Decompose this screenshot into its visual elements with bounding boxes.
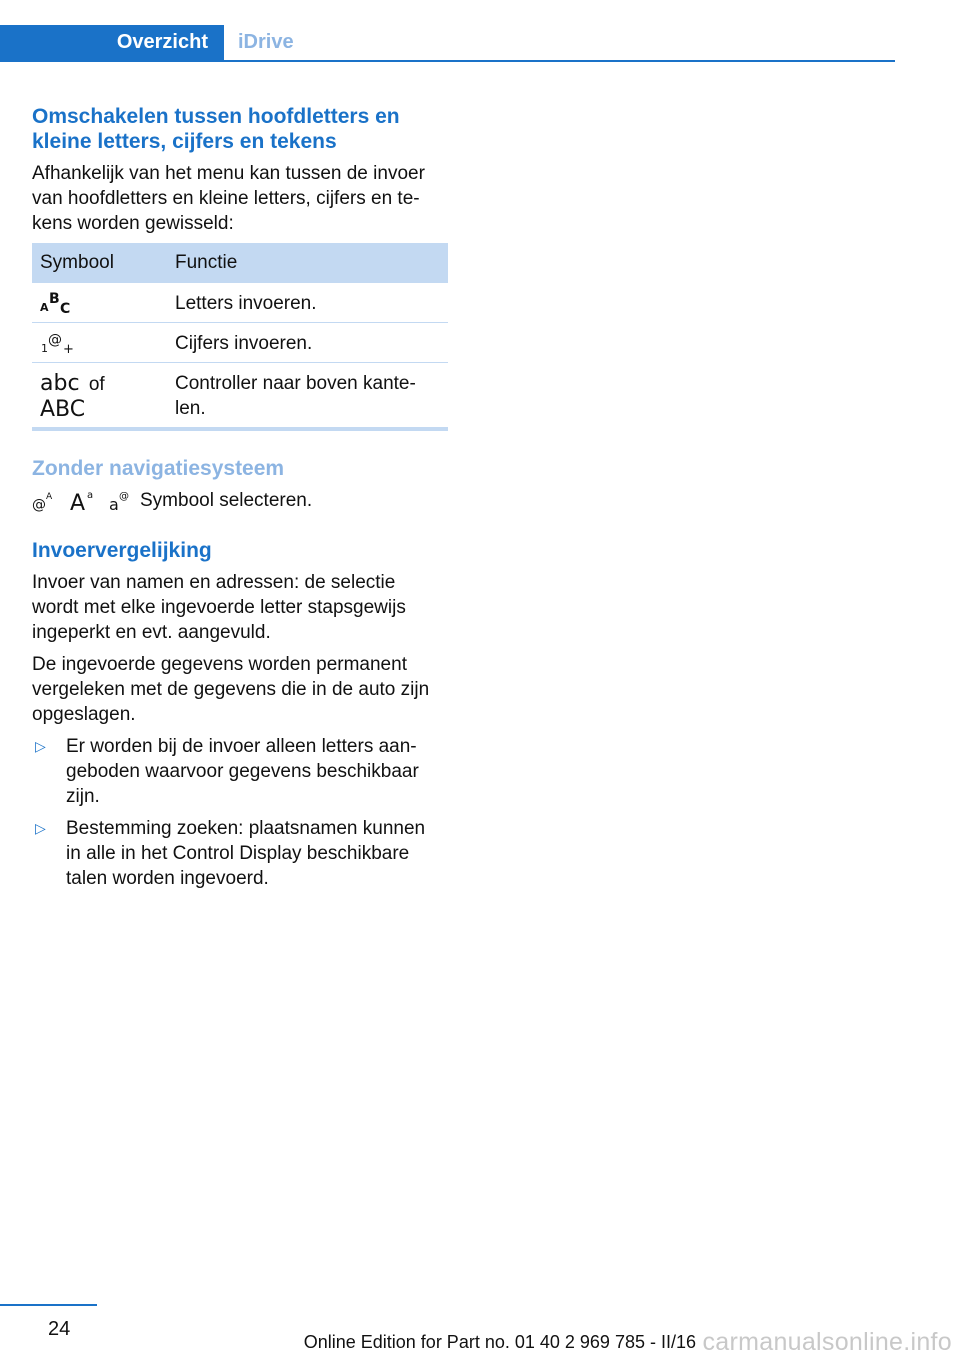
paragraph: De ingevoerde gegevens worden permanent vergeleken met de gegevens die in de auto zijn opgeslagen.: [32, 654, 430, 725]
list-item: ▷ Bestemming zoeken: plaatsnamen kunnen in alle in het Control Display beschikbare talen worden ingevoerd.: [35, 818, 426, 889]
section-input-matching: [32, 538, 448, 898]
header-symbool: Symbool: [40, 252, 114, 273]
symbol-function-table: [32, 243, 448, 431]
function-controller: Controller naar boven kante- len.: [175, 373, 416, 419]
svg-text:C: C: [60, 301, 71, 315]
watermark: carmanualsonline.info: [702, 1328, 952, 1356]
numbers-at-plus-icon: [40, 331, 74, 355]
edition-info: Online Edition for Part no. 01 40 2 969 785 - II/16: [303, 1332, 696, 1352]
symbol-of-label: of: [88, 374, 105, 395]
table-row: [32, 283, 448, 323]
svg-text:+: +: [63, 342, 74, 355]
section-intro: Afhankelijk van het menu kan tussen de invoer van hoofdletters en kleine letters, cijfers en te- kens worden gewisseld:: [32, 163, 425, 234]
case-toggle-symbol: [32, 371, 167, 423]
letters-symbol-icon: [32, 291, 167, 322]
svg-text:B: B: [49, 291, 60, 307]
section-title: Invoervergelijking: [32, 539, 212, 562]
uppercase-lowercase-icon: [70, 488, 100, 514]
function-letters: Letters invoeren.: [175, 293, 317, 314]
function-numbers: Cijfers invoeren.: [175, 333, 313, 354]
symbol-select-text: Symbool selecteren.: [140, 489, 313, 511]
svg-text:a: a: [109, 494, 119, 513]
chapter-tab-bar: [0, 25, 895, 62]
triangle-bullet-icon: ▷: [35, 738, 46, 754]
list-item: ▷ Er worden bij de invoer alleen letters aan- geboden waarvoor gegevens beschikbaar zijn.: [35, 736, 419, 807]
paragraph: Invoer van namen en adressen: de selectie wordt met elke ingevoerde letter stapsgewijs ingeperkt en evt. aangevuld.: [32, 572, 406, 643]
bullet-list: [32, 734, 448, 891]
section-title: Zonder navigatiesysteem: [32, 457, 285, 480]
svg-text:A: A: [40, 301, 49, 314]
svg-text:A: A: [70, 490, 86, 514]
section-switch-case: [32, 104, 448, 236]
table-row: [32, 323, 448, 363]
symbol-select-line: [32, 488, 448, 513]
header-functie: Functie: [175, 252, 238, 273]
svg-text:a: a: [87, 489, 94, 501]
tab-overzicht[interactable]: Overzicht: [0, 25, 224, 60]
abc-uppercase-icon: [40, 291, 74, 315]
svg-text:A: A: [46, 491, 53, 502]
section-title: Omschakelen tussen hoofdletters en kleine letters, cijfers en tekens: [32, 105, 400, 153]
numbers-symbol-icon: [32, 331, 167, 362]
lowercase-at-icon: [108, 489, 132, 513]
page-number: 24: [48, 1318, 71, 1340]
table-header: [32, 243, 448, 283]
triangle-bullet-icon: ▷: [35, 820, 46, 836]
section-no-navigation: [32, 456, 448, 513]
svg-text:1: 1: [41, 342, 48, 355]
abc-capital-icon: ABC: [40, 397, 86, 422]
tab-idrive[interactable]: iDrive: [238, 31, 294, 53]
table-row: [32, 363, 448, 427]
svg-text:@: @: [48, 332, 62, 348]
svg-text:@: @: [32, 496, 46, 513]
svg-text:@: @: [119, 490, 129, 502]
abc-lowercase-icon: abc: [40, 371, 80, 396]
at-uppercase-icon: [32, 489, 56, 513]
footer-divider: [0, 1304, 97, 1306]
